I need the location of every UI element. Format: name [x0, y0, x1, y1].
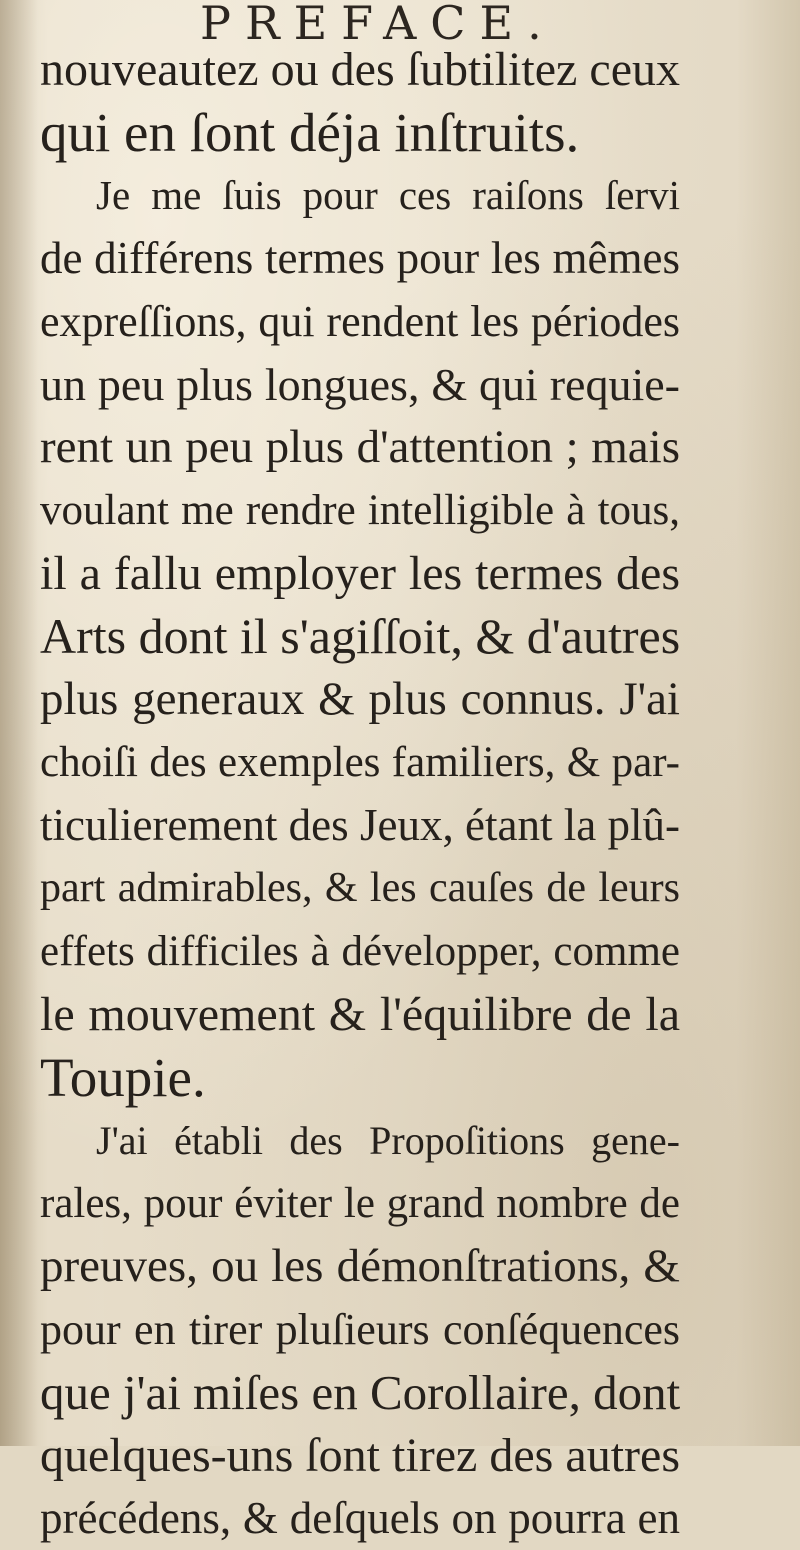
- text-line: que j'ai miſes en Corollaire, dont: [40, 1365, 681, 1420]
- text-line: voulant me rendre intelligible à tous,: [40, 487, 680, 534]
- text-line: précédens, & deſquels on pourra en: [40, 1493, 680, 1543]
- text-line: qui en ſont déja inſtruits.: [40, 102, 580, 163]
- running-head: PREFACE.: [200, 0, 556, 50]
- text-line: il a fallu employer les termes des: [40, 547, 680, 600]
- text-line: ticulierement des Jeux, étant la plû-: [40, 800, 680, 850]
- text-line: le mouvement & l'équilibre de la: [40, 988, 680, 1041]
- text-line: plus generaux & plus connus. J'ai: [40, 673, 680, 725]
- gutter-shadow: [0, 0, 38, 1446]
- text-line: Toupie.: [40, 1047, 206, 1108]
- text-line: part admirables, & les cauſes de leurs: [40, 865, 680, 911]
- text-line: rales, pour éviter le grand nombre de: [40, 1180, 680, 1227]
- text-line: expreſſions, qui rendent les périodes: [40, 297, 680, 346]
- margin-bleed-marks: [770, 860, 790, 1190]
- text-line: Je me ſuis pour ces raiſons ſervi: [96, 172, 680, 218]
- text-line: choiſi des exemples familiers, & par-: [40, 739, 680, 786]
- text-line: J'ai établi des Propoſitions gene-: [96, 1118, 680, 1163]
- text-line: Arts dont il s'agiſſoit, & d'autres: [40, 608, 681, 664]
- text-line: effets difficiles à développer, comme: [40, 928, 680, 975]
- text-line: pour en tirer pluſieurs conſéquences: [40, 1305, 680, 1354]
- text-line: preuves, ou les démonſtrations, &: [40, 1240, 680, 1292]
- text-line: de différens termes pour les mêmes: [40, 233, 680, 283]
- text-line: rent un peu plus d'attention ; mais: [40, 421, 680, 473]
- text-line: nouveautez ou des ſubtilitez ceux: [40, 43, 680, 96]
- text-line: un peu plus longues, & qui requie-: [40, 359, 680, 410]
- text-line: quelques-uns ſont tirez des autres: [40, 1429, 680, 1482]
- body-text: [40, 38, 680, 1550]
